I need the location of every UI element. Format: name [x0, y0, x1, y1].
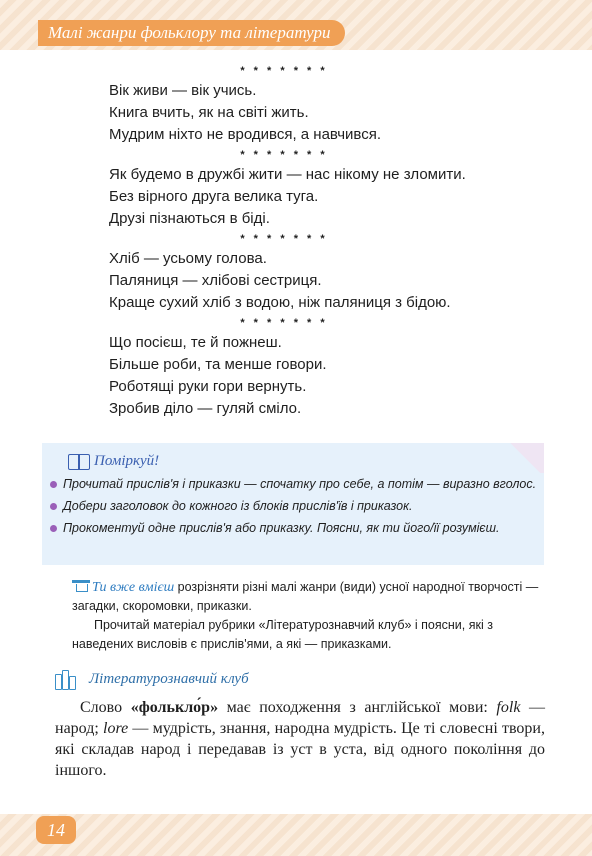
proverb-line: Краще сухий хліб з водою, ніж паляниця з бідою.: [109, 294, 451, 311]
separator: * * * * * * *: [240, 233, 328, 245]
bullet-icon: [50, 525, 57, 532]
proverb-line: Зробив діло — гуляй сміло.: [109, 400, 302, 417]
think-list: [50, 475, 540, 541]
graduation-cap-icon: [72, 580, 90, 595]
text: Слово: [80, 699, 131, 716]
corner-decoration: [506, 443, 544, 473]
skills-paragraph: [72, 578, 547, 616]
list-item-text: Добери заголовок до кожного із блоків прислів'їв і приказок.: [63, 499, 413, 513]
list-item-text: Прокоментуй одне прислів'я або приказку. Поясни, як ти його/її розумієш.: [63, 521, 500, 535]
proverb-line: Як будемо в дружбі жити — нас нікому не зломити.: [109, 166, 466, 183]
term-lore: lore: [103, 720, 129, 737]
proverb-line: Більше роби, та менше говори.: [109, 356, 327, 373]
skills-task: Прочитай матеріал рубрики «Літературознавчий клуб» і поясни, які з наведених висловів є прислів'ями, а які — приказками.: [72, 618, 493, 651]
footer-band: [0, 814, 592, 856]
term: «фолькло́р»: [130, 699, 219, 716]
think-heading: [68, 451, 159, 471]
club-heading-text: Літературознавчий клуб: [89, 671, 249, 687]
skills-text: розрізняти різні малі жанри (види) усної народної творчості — загадки, скоромовки, приказки.: [72, 580, 539, 613]
chapter-title: Малі жанри фольклору та літератури: [38, 20, 345, 46]
proverb-line: Хліб — усьому голова.: [109, 250, 267, 267]
proverb-line: Книга вчить, як на світі жить.: [109, 104, 309, 121]
club-text: [55, 697, 545, 781]
bullet-icon: [50, 481, 57, 488]
think-heading-text: Поміркуй!: [94, 453, 160, 469]
skills-section: [72, 578, 547, 654]
page-number: 14: [36, 816, 76, 844]
think-box: [42, 443, 544, 565]
separator: * * * * * * *: [240, 65, 328, 77]
proverb-line: Що посієш, те й пожнеш.: [109, 334, 282, 351]
text: — народ;: [55, 699, 545, 737]
separator: * * * * * * *: [240, 317, 328, 329]
list-item: [50, 519, 540, 538]
text: — мудрість, знання, народна мудрість. Це ті словесні твори, які складав народ і передавав із уст в уста, від одного покоління до іншого.: [55, 720, 545, 779]
separator: * * * * * * *: [240, 149, 328, 161]
proverbs-section: [109, 62, 529, 420]
skills-lead: Ти вже вмієш: [92, 580, 175, 595]
term-folk: folk: [496, 699, 521, 716]
proverb-line: Роботящі руки гори вернуть.: [109, 378, 307, 395]
proverb-line: Вік живи — вік учись.: [109, 82, 257, 99]
list-item: [50, 497, 540, 516]
text: має походження з англійської мови:: [218, 699, 497, 716]
list-item-text: Прочитай прислів'я і приказки — спочатку про себе, а потім — виразно вголос.: [63, 477, 537, 491]
club-heading: [55, 668, 249, 690]
proverb-line: Друзі пізнаються в біді.: [109, 210, 270, 227]
proverb-line: Без вірного друга велика туга.: [109, 188, 319, 205]
list-item: [50, 475, 540, 494]
books-icon: [55, 670, 81, 690]
book-icon: [68, 454, 90, 470]
bullet-icon: [50, 503, 57, 510]
proverb-line: Мудрим ніхто не вродився, а навчився.: [109, 126, 381, 143]
club-paragraph: [55, 697, 545, 781]
proverb-line: Паляниця — хлібові сестриця.: [109, 272, 322, 289]
